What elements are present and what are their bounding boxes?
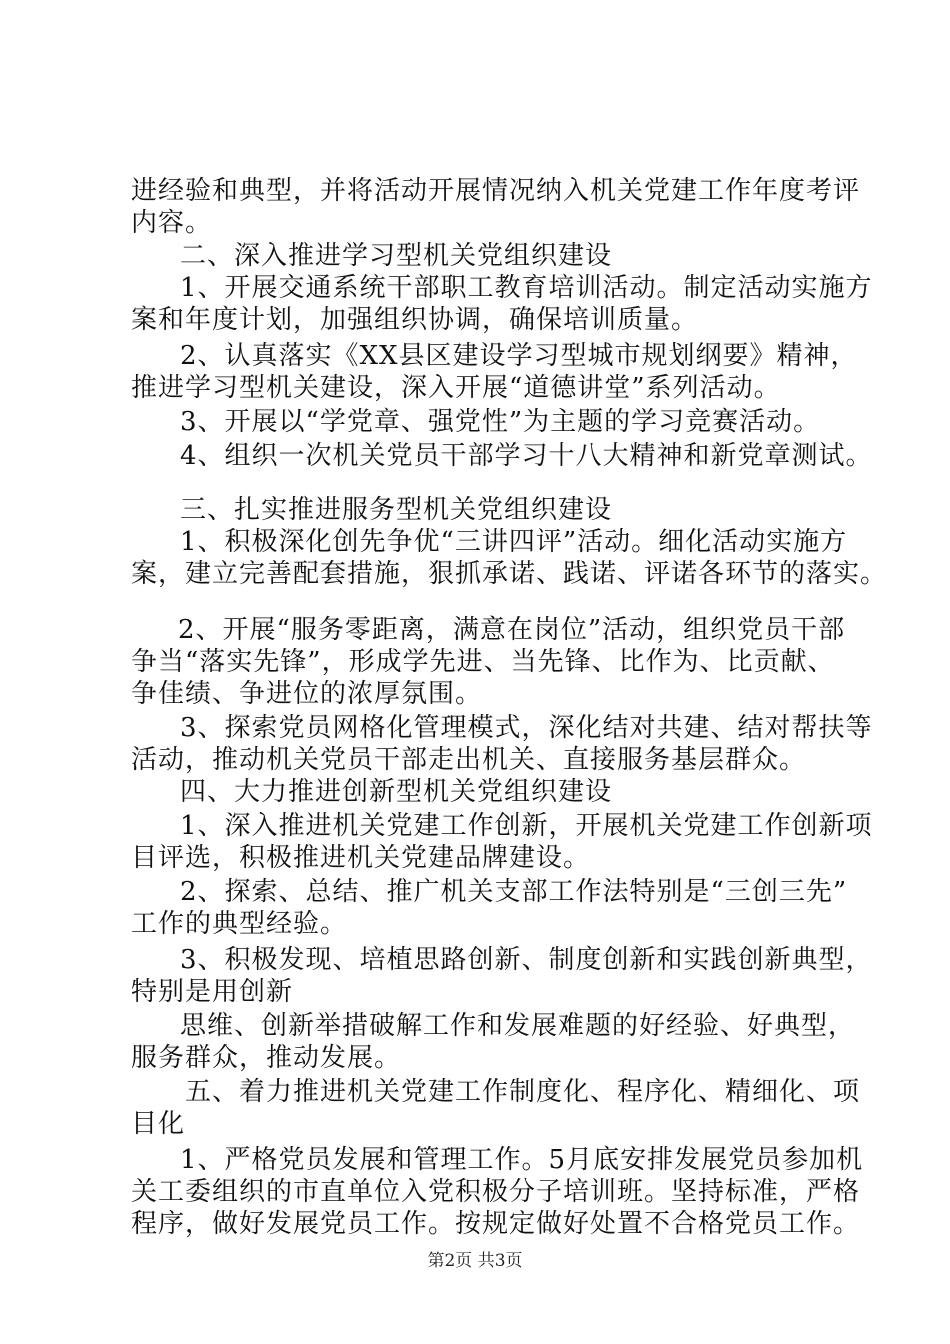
body-line: 程序，做好发展党员工作。按规定做好处置不合格党员工作。 (131, 1209, 861, 1239)
body-line: 思维、创新举措破解工作和发展难题的好经验、好典型， (180, 1011, 856, 1041)
body-line: 2、认真落实《XX县区建设学习型城市规划纲要》精神， (180, 341, 858, 371)
body-line: 1、开展交通系统干部职工教育培训活动。制定活动实施方 (180, 273, 873, 303)
body-line: 1、严格党员发展和管理工作。5月底安排发展党员参加机 (180, 1145, 864, 1175)
section-heading: 三、扎实推进服务型机关党组织建设 (180, 495, 613, 525)
body-line: 案和年度计划，加强组织协调，确保培训质量。 (131, 305, 699, 335)
section-heading: 五、着力推进机关党建工作制度化、程序化、精细化、项 (185, 1077, 861, 1107)
section-heading: 四、大力推进创新型机关党组织建设 (180, 777, 613, 807)
body-line: 争佳绩、争进位的浓厚氛围。 (131, 679, 483, 709)
body-line: 推进学习型机关建设，深入开展“道德讲堂”系列活动。 (131, 373, 781, 403)
body-line: 2、开展“服务零距离，满意在岗位”活动，组织党员干部 (178, 615, 846, 645)
body-line: 4、组织一次机关党员干部学习十八大精神和新党章测试。 (180, 441, 873, 471)
body-line: 1、深入推进机关党建工作创新，开展机关党建工作创新项 (180, 811, 873, 841)
body-line: 活动，推动机关党员干部走出机关、直接服务基层群众。 (131, 745, 807, 775)
body-line: 进经验和典型，并将活动开展情况纳入机关党建工作年度考评 (131, 176, 861, 206)
body-line: 内容。 (131, 208, 213, 238)
body-line: 3、探索党员网格化管理模式，深化结对共建、结对帮扶等 (180, 713, 873, 743)
body-line: 案，建立完善配套措施，狠抓承诺、践诺、评诺各环节的落实。 (131, 559, 888, 589)
body-line: 目化 (131, 1109, 186, 1139)
body-line: 工作的典型经验。 (131, 909, 348, 939)
section-heading: 二、深入推进学习型机关党组织建设 (180, 241, 613, 271)
body-line: 2、探索、总结、推广机关支部工作法特别是“三创三先” (180, 877, 848, 907)
body-line: 3、积极发现、培植思路创新、制度创新和实践创新典型， (180, 945, 873, 975)
body-line: 争当“落实先锋”，形成学先进、当先锋、比作为、比贡献、 (131, 647, 835, 677)
page-number-footer: 第2页 共3页 (427, 1251, 523, 1271)
body-line: 3、开展以“学党章、强党性”为主题的学习竞赛活动。 (180, 407, 821, 437)
body-line: 特别是用创新 (131, 977, 294, 1007)
body-line: 关工委组织的市直单位入党积极分子培训班。坚持标准，严格 (131, 1177, 861, 1207)
body-line: 目评选，积极推进机关党建品牌建设。 (131, 843, 591, 873)
body-line: 1、积极深化创先争优“三讲四评”活动。细化活动实施方 (180, 527, 848, 557)
body-line: 服务群众，推动发展。 (131, 1043, 402, 1073)
